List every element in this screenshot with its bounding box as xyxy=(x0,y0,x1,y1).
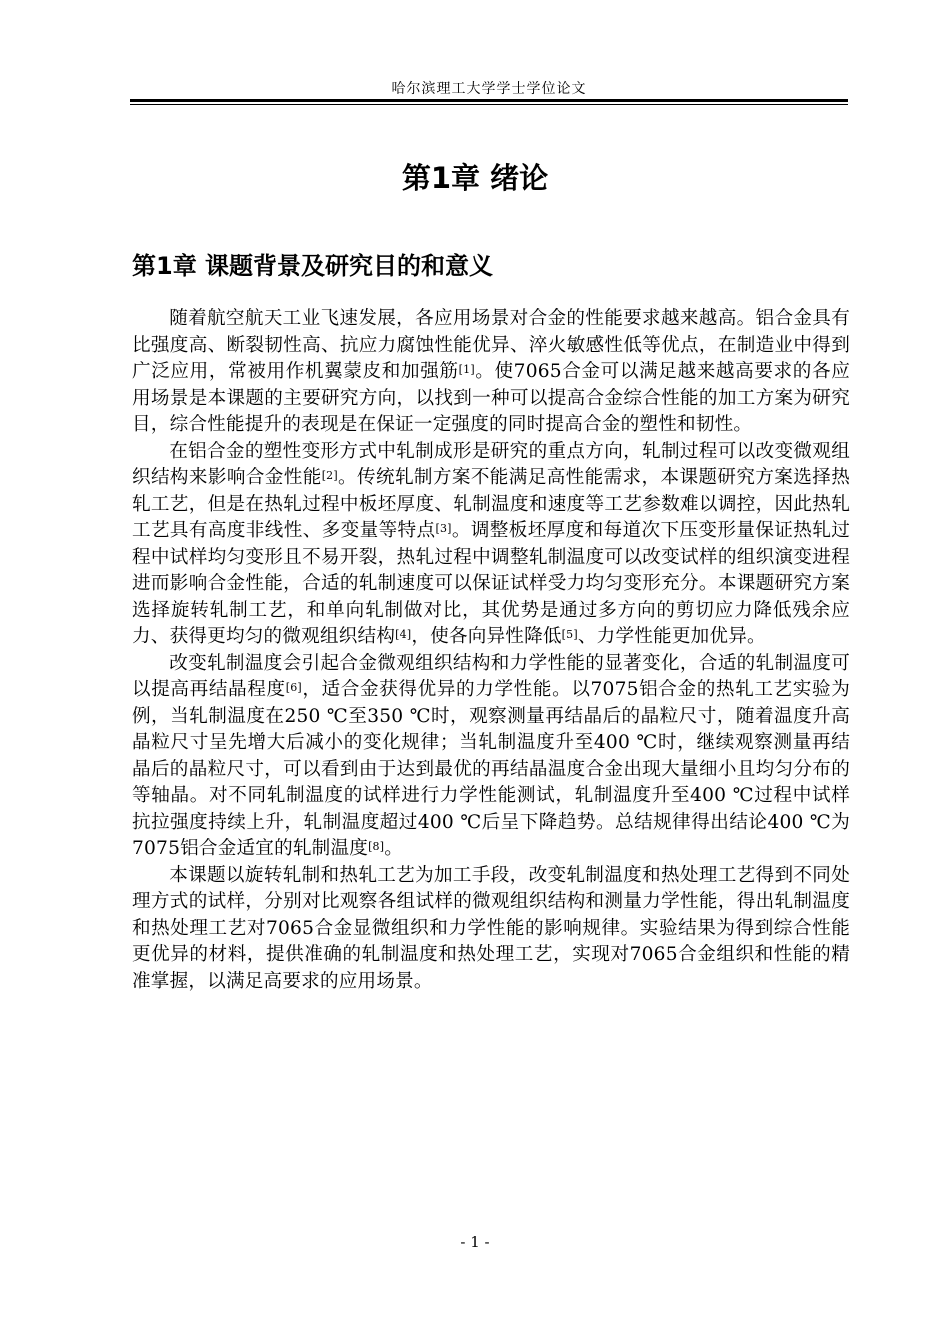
text-run: 。使7065合金可以满足越来越高要求的各应用场景是本课题的主要研究方向，以找到一种可以提高合金综合性能的加工方案为研究目，综合性能提升的表现是在保证一定强度的同时提高合金的塑性和韧性。 xyxy=(132,361,850,435)
header-rule-thick xyxy=(130,99,848,102)
text-run: ，适合金获得优异的力学性能。以7075铝合金的热轧工艺实验为例，当轧制温度在250 ℃至350 ℃时，观察测量再结晶后的晶粒尺寸，随着温度升高晶粒尺寸呈先增大后减小的变化规律；当轧制温度升至400 ℃时，继续观察测量再结晶后的晶粒尺寸，可以看到由于达到最优的再结晶温度合金出现大量细小且均匀分布的等轴晶。对不同轧制温度的试样进行力学性能测试，轧制温度升至400 ℃过程中试样抗拉强度持续上升，轧制温度超过400 ℃后呈下降趋势。总结规律得出结论400 ℃为7075铝合金适宜的轧制温度 xyxy=(132,679,850,859)
paragraph-1 xyxy=(132,306,850,439)
running-header: 哈尔滨理工大学学士学位论文 xyxy=(391,81,587,97)
page-number: - 1 - xyxy=(460,1233,490,1251)
text-run: 。调整板坯厚度和每道次下压变形量保证热轧过程中试样均匀变形且不易开裂，热轧过程中调整轧制温度可以改变试样的组织演变进程进而影响合金性能，合适的轧制速度可以保证试样受力均匀变形充分。本课题研究方案选择旋转轧制工艺，和单向轧制做对比，其优势是通过多方向的剪切应力降低残余应力、获得更均匀的微观组织结构 xyxy=(132,520,850,647)
citation-5: [5] xyxy=(561,628,578,641)
body-text xyxy=(132,306,850,995)
chapter-title: 第1章 绪论 xyxy=(401,161,549,195)
citation-1: [1] xyxy=(458,363,475,376)
paragraph-2 xyxy=(132,439,850,651)
text-run: 。传统轧制方案不能满足高性能需求，本课题研究方案选择热轧工艺，但是在热轧过程中板坯厚度、轧制温度和速度等工艺参数难以调控，因此热轧工艺具有高度非线性、多变量等特点 xyxy=(132,467,850,541)
paragraph-4 xyxy=(132,863,850,996)
citation-6: [6] xyxy=(285,681,302,694)
header-rule-thin xyxy=(130,104,848,105)
text-run: 随着航空航天工业飞速发展，各应用场景对合金的性能要求越来越高。铝合金具有比强度高、断裂韧性高、抗应力腐蚀性能优异、淬火敏感性低等优点，在制造业中得到广泛应用，常被用作机翼蒙皮和加强筋 xyxy=(132,308,850,382)
text-run: 改变轧制温度会引起合金微观组织结构和力学性能的显著变化，合适的轧制温度可以提高再结晶程度 xyxy=(132,652,850,700)
text-run: 本课题以旋转轧制和热轧工艺为加工手段，改变轧制温度和热处理工艺得到不同处理方式的试样，分别对比观察各组试样的微观组织结构和测量力学性能，得出轧制温度和热处理工艺对7065合金显微组织和力学性能的影响规律。实验结果为得到综合性能更优异的材料，提供准确的轧制温度和热处理工艺，实现对7065合金组织和性能的精准掌握，以满足高要求的应用场景。 xyxy=(132,864,850,992)
citation-2: [2] xyxy=(321,469,338,482)
paragraph-3 xyxy=(132,651,850,863)
citation-3: [3] xyxy=(435,522,452,535)
section-title: 第1章 课题背景及研究目的和意义 xyxy=(132,252,494,280)
text-run: 、力学性能更加优异。 xyxy=(577,626,766,647)
text-run: 。 xyxy=(384,838,404,859)
text-run: ，使各向异性降低 xyxy=(411,626,562,647)
citation-8: [8] xyxy=(368,840,385,853)
text-run: 在铝合金的塑性变形方式中轧制成形是研究的重点方向，轧制过程可以改变微观组织结构来影响合金性能 xyxy=(132,440,850,488)
citation-4: [4] xyxy=(395,628,412,641)
